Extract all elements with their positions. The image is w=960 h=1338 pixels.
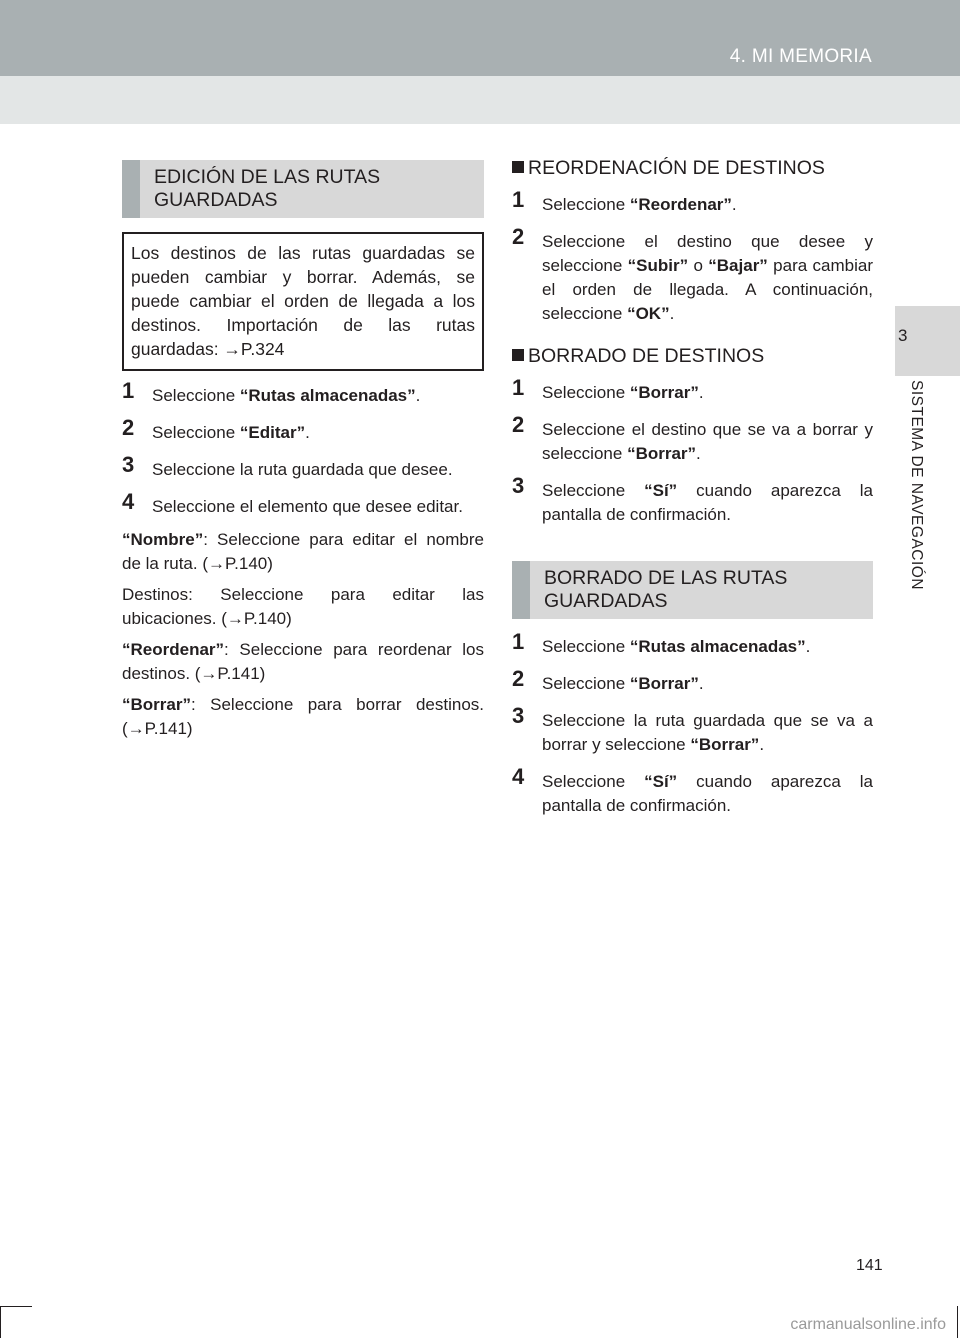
step-text: . (698, 383, 704, 402)
section-heading-line: BORRADO DE LAS RUTAS (544, 567, 788, 589)
step-number: 1 (512, 629, 525, 654)
step-option: “Borrar” (690, 735, 760, 754)
step-option: “Borrar” (627, 444, 697, 463)
step-text: Seleccione la ruta guardada que se va a borrar y seleccione (542, 711, 873, 754)
step-text: o (688, 256, 709, 275)
step-option: “Subir” (627, 256, 689, 275)
step-text: . (805, 637, 811, 656)
subsection-title: BORRADO DE DESTINOS (528, 345, 765, 367)
crop-mark (957, 1306, 958, 1338)
crop-mark (0, 1306, 1, 1338)
step-item (512, 473, 873, 527)
step-text: Seleccione la ruta guardada que desee. (152, 460, 453, 479)
option-text: : Seleccione para editar el nombre de la ruta. (→P.140) (122, 530, 484, 573)
square-bullet-icon (512, 349, 524, 361)
step-item (122, 415, 484, 445)
step-number: 2 (512, 412, 525, 437)
option-text: Destinos: Seleccione para editar las ubicaciones. (→P.140) (122, 585, 484, 628)
step-number: 1 (512, 187, 525, 212)
section-heading-line: EDICIÓN DE LAS RUTAS (154, 166, 381, 188)
right-column (512, 150, 873, 818)
step-option: “Rutas almacenadas” (239, 386, 416, 405)
left-column (122, 160, 484, 741)
chapter-tab-number: 3 (898, 326, 908, 345)
intro-box: Los destinos de las rutas guardadas se pueden cambiar y borrar. Además, se puede cambiar el orden de llegada a los destinos. Importación de las rutas guardadas: →P.324 (122, 232, 484, 371)
step-text: cuando aparezca la pantalla de confirmación. (542, 481, 873, 524)
step-text: cuando aparezca la pantalla de confirmación. (542, 772, 873, 815)
step-item (512, 629, 873, 659)
section-heading-edit-routes (122, 160, 484, 218)
subsection-heading-delete-destinations (512, 344, 873, 368)
step-option: “Bajar” (708, 256, 768, 275)
step-option: “Editar” (239, 423, 306, 442)
step-text: Seleccione (542, 637, 630, 656)
step-item (512, 764, 873, 818)
step-item (122, 452, 484, 482)
crop-mark (0, 1306, 32, 1307)
step-item (122, 378, 484, 408)
step-text: . (696, 444, 701, 463)
step-number: 2 (122, 415, 135, 440)
step-text: Seleccione el elemento que desee editar. (152, 497, 463, 516)
step-option: “Reordenar” (629, 195, 732, 214)
step-item (512, 224, 873, 326)
step-text: Seleccione el destino que desee y seleccione (542, 232, 873, 275)
step-option: “Borrar” (629, 674, 699, 693)
section-heading-delete-routes (512, 561, 873, 619)
section-heading-line: GUARDADAS (154, 189, 278, 211)
page-number: 141 (856, 1257, 883, 1274)
step-option: “Borrar” (629, 383, 699, 402)
step-number: 4 (122, 489, 135, 514)
step-item (512, 375, 873, 405)
step-item (122, 489, 484, 519)
step-item (512, 666, 873, 696)
option-text: : Seleccione para borrar destinos. (→P.141) (122, 695, 484, 738)
step-text: Seleccione el destino que se va a borrar y seleccione (542, 420, 873, 463)
delete-routes-steps (512, 629, 873, 818)
option-description (122, 583, 484, 631)
step-text: . (305, 423, 310, 442)
square-bullet-icon (512, 161, 524, 173)
step-number: 1 (512, 375, 525, 400)
option-description (122, 638, 484, 686)
step-option: “Rutas almacenadas” (629, 637, 806, 656)
step-number: 3 (122, 452, 135, 477)
step-number: 2 (512, 666, 525, 691)
step-number: 2 (512, 224, 525, 249)
step-text: Seleccione (542, 772, 645, 791)
subsection-title: REORDENACIÓN DE DESTINOS (528, 157, 825, 179)
step-option: “OK” (627, 304, 670, 323)
section-heading-line: GUARDADAS (544, 590, 668, 612)
option-name: “Reordenar” (122, 640, 225, 659)
subsection-heading-reorder (512, 156, 873, 180)
step-text: Seleccione (542, 383, 630, 402)
option-name: “Borrar” (122, 695, 191, 714)
step-text: . (698, 674, 704, 693)
step-number: 1 (122, 378, 135, 403)
step-text: Seleccione (152, 386, 240, 405)
option-description (122, 528, 484, 576)
step-text: . (759, 735, 765, 754)
step-item (512, 412, 873, 466)
option-description (122, 693, 484, 741)
option-name: “Nombre” (122, 530, 204, 549)
step-text: Seleccione (542, 674, 630, 693)
chapter-side-label: SISTEMA DE NAVEGACIÓN (908, 380, 925, 591)
watermark: carmanualsonline.info (790, 1316, 946, 1333)
step-number: 3 (512, 473, 525, 498)
step-text: Seleccione (152, 423, 240, 442)
step-option: “Sí” (644, 772, 678, 791)
option-text: : Seleccione para reordenar los destinos. (→P.141) (122, 640, 484, 683)
step-number: 3 (512, 703, 525, 728)
step-text: Seleccione (542, 481, 645, 500)
step-text: Seleccione (542, 195, 630, 214)
step-text: para cambiar el orden de llegada. A continuación, seleccione (542, 256, 873, 323)
step-text: . (415, 386, 421, 405)
step-text: . (669, 304, 675, 323)
chapter-title: 4. MI MEMORIA (729, 46, 872, 67)
header-band (0, 76, 960, 124)
step-item (512, 703, 873, 757)
step-number: 4 (512, 764, 525, 789)
step-item (512, 187, 873, 217)
step-option: “Sí” (644, 481, 678, 500)
step-text: . (731, 195, 737, 214)
